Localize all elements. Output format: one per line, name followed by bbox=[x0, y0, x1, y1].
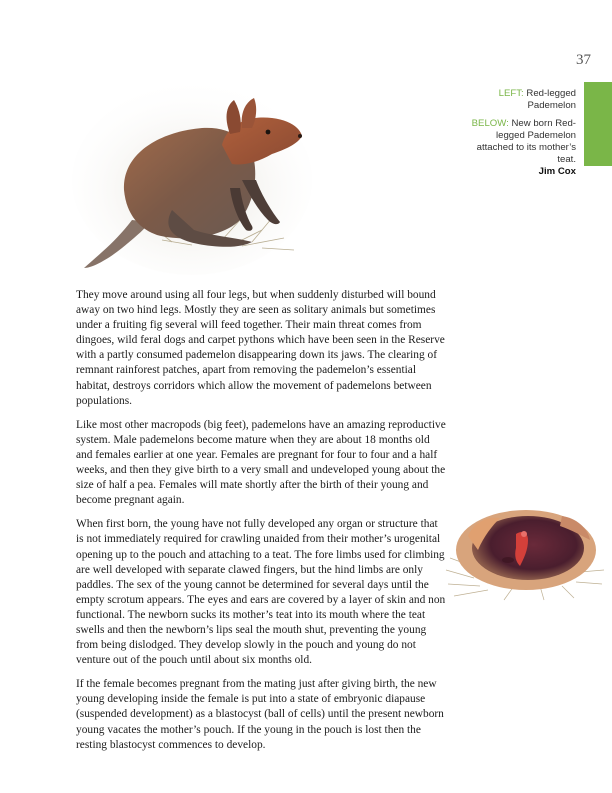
newborn-pouch-illustration bbox=[444, 500, 606, 602]
image-captions bbox=[470, 88, 576, 184]
paragraph-2: Like most other macropods (big feet), pademelons have an amazing reproductive system. Male pademelons become mature when they are about 18 months old and females earlier at one year. Females are pregnant for four to four and a half weeks, and then they give birth to a very small and undeveloped young about the size of half a pea. Females will mate shortly after the birth of their young and become pregnant again. bbox=[76, 418, 446, 507]
caption-below-label: BELOW: bbox=[471, 118, 509, 129]
main-body-text bbox=[76, 288, 448, 762]
paragraph-3: When first born, the young have not fully developed any organ or structure that is not immediately required for crawling unaided from their mother’s urogenital opening up to the pouch and attaching to a teat. The fore limbs used for climbing are well developed with separate clawed fingers, but the hind limbs are only paddles. The sex of the young cannot be determined for several days until the empty scrotum appears. The eyes and ears are covered by a layer of skin and non functional. The newborn sucks its mother’s teat into its mouth where the teat swells and then the newborn’s lips seal the mouth shut, preventing the young from being dislodged. They develop slowly in the pouch and young do not venture out of the pouch until about six months old. bbox=[76, 518, 446, 667]
pademelon-illustration bbox=[62, 70, 312, 275]
caption-below bbox=[470, 118, 576, 178]
page-number: 37 bbox=[576, 52, 591, 68]
caption-left bbox=[470, 88, 576, 112]
caption-credit: Jim Cox bbox=[538, 166, 576, 177]
caption-below-text: New born Red-legged Pademelon attached to its mother’s teat. bbox=[476, 118, 576, 165]
paragraph-4: If the female becomes pregnant from the mating just after giving birth, the new young developing inside the female is put into a state of embryonic diapause (suspended development) as a blastocyst (ball of cells) until the present newborn young vacates the mother’s pouch. If the young in the pouch is lost then the resting blastocyst commences to develop. bbox=[76, 678, 444, 751]
caption-left-label: LEFT: bbox=[498, 88, 524, 99]
caption-left-text: Red-legged Pademelon bbox=[526, 88, 576, 111]
paragraph-1: They move around using all four legs, but when suddenly disturbed will bound away on two hind legs. Mostly they are seen as solitary animals but sometimes under a fruiting fig several will feed together. Their main threat comes from dingoes, wild feral dogs and carpet pythons which have been seen in the Reserve with a partly consumed pademelon disappearing down its jaws. The clearing of remnant rainforest patches, apart from removing the pademelon’s essential habitat, destroys corridors which allow the movement of pademelons between populations. bbox=[76, 289, 445, 407]
chapter-color-tab bbox=[584, 82, 612, 166]
